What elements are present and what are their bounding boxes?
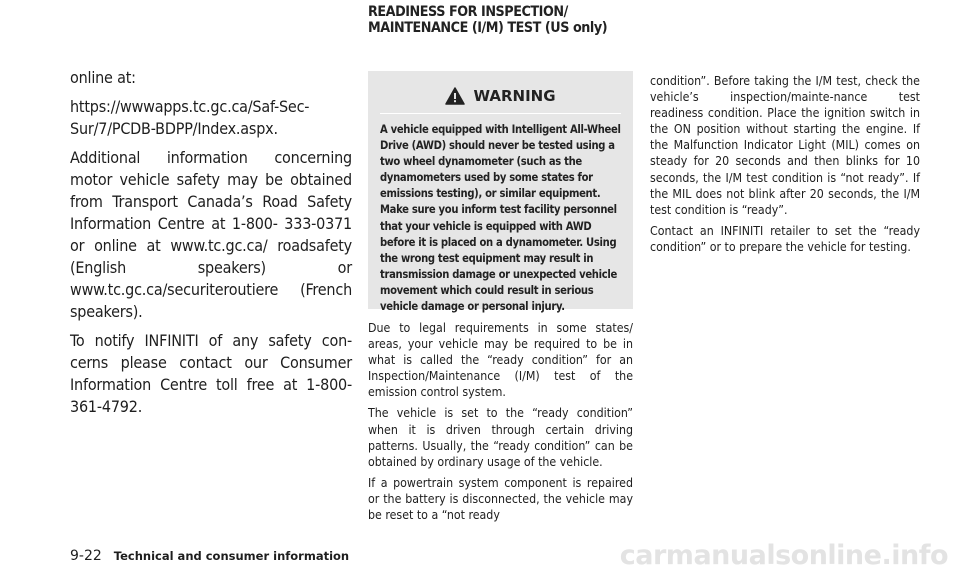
column-2 (368, 320, 633, 528)
column1-paragraph-4: To notify INFINITI of any safety con-cerns please contact our Consumer Information Centre toll free at 1-800-361-4792. (70, 331, 352, 416)
page-number: 9-22 (70, 548, 102, 564)
warning-triangle-icon (445, 87, 465, 105)
watermark: carmanualsonline.info (619, 540, 948, 571)
column2-paragraph-2: The vehicle is set to the “ready condition” when it is driven through certain driving patterns. Usually, the “ready condition” can be obtained by ordinary usage of the vehicle. (368, 406, 633, 469)
column1-paragraph-1: online at: (70, 68, 136, 87)
warning-body: A vehicle equipped with Intelligent All-Wheel Drive (AWD) should never be tested using a two wheel dynamometer (such as the dynamometers used by some states for emissions testing), or similar equipment. Make sure you inform test facility personnel that your vehicle is equipped with AWD before it is placed on a dynamometer. Using the wrong test equipment may result in transmission damage or unexpected vehicle movement which could result in serious vehicle damage or personal injury. (380, 123, 621, 314)
section-heading-line2: MAINTENANCE (I/M) TEST (US only) (368, 20, 608, 36)
page-footer (70, 548, 349, 564)
column-1 (70, 67, 352, 425)
column1-url-line1: https://wwwapps.tc.gc.ca/Saf-Sec- (70, 97, 310, 116)
warning-header (380, 79, 621, 114)
warning-title: WARNING (473, 87, 556, 105)
section-heading (368, 4, 746, 36)
column1-paragraph-3: Additional information concerning motor vehicle safety may be obtained from Transport Canada’s Road Safety Information Centre at 1-800- 333-0371 or online at www.tc.gc.ca/ roadsafety (English speakers) or www.tc.gc.ca/securiteroutiere (French speakers). (70, 148, 352, 321)
column3-paragraph-2: Contact an INFINITI retailer to set the “ready condition” or to prepare the vehicle for testing. (650, 223, 920, 254)
column1-url-line2: Sur/7/PCDB-BDPP/Index.aspx. (70, 119, 278, 138)
column1-paragraph-2 (70, 96, 352, 140)
column2-paragraph-3: If a powertrain system component is repaired or the battery is disconnected, the vehicle may be reset to a “not ready (368, 475, 633, 523)
warning-box (368, 71, 633, 314)
column3-paragraph-1: condition”. Before taking the I/M test, check the vehicle’s inspection/mainte-nance test readiness condition. Place the ignition switch in the ON position without starting the engine. If the Malfunction Indicator Light (MIL) comes on steady for 20 seconds and then blinks for 10 seconds, the I/M test condition is “not ready”. If the MIL does not blink after 20 seconds, the I/M test condition is “ready”. (650, 74, 920, 217)
column-3 (650, 73, 920, 260)
footer-section-title: Technical and consumer information (113, 549, 350, 563)
column2-paragraph-1: Due to legal requirements in some states/ areas, your vehicle may be required to be in what is called the “ready condition” for an Inspection/Maintenance (I/M) test of the emission control system. (368, 321, 633, 400)
section-heading-line1: READINESS FOR INSPECTION/ (368, 4, 568, 20)
